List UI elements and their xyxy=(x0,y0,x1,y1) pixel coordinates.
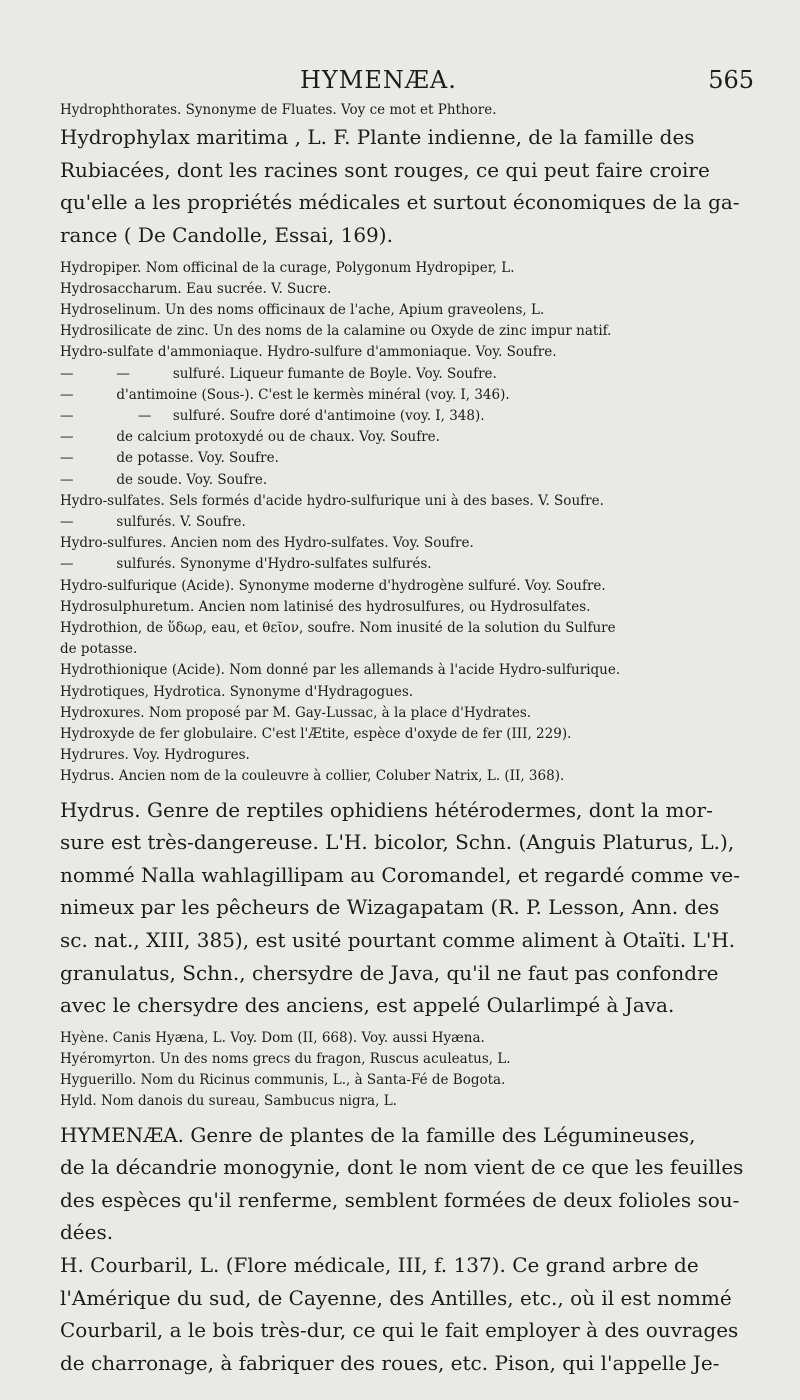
text-line: Hydrus. Ancien nom de la couleuvre à collier, Coluber Natrix, L. (II, 368). xyxy=(60,768,565,785)
text-line: — d'antimoine (Sous-). C'est le kermès minéral (voy. I, 346). xyxy=(60,386,510,403)
text-line: Hydro-sulfate d'ammoniaque. Hydro-sulfure d'ammoniaque. Voy. Soufre. xyxy=(60,344,557,361)
text-line: Hydrothion, de ὕδωρ, eau, et θεῖον, soufre. Nom inusité de la solution du Sulfure xyxy=(60,620,616,637)
entry-hydrophthorates xyxy=(60,100,752,121)
text-line: Hydro-sulfures. Ancien nom des Hydro-sulfates. Voy. Soufre. xyxy=(60,535,474,552)
entry-hymenaea xyxy=(60,1119,752,1249)
text-line: Hydrosaccharum. Eau sucrée. V. Sucre. xyxy=(60,280,332,297)
page-header xyxy=(0,62,800,98)
text-line: Hydrosilicate de zinc. Un des noms de la calamine ou Oxyde de zinc impur natif. xyxy=(60,323,612,340)
text-line: Hydropiper. Nom officinal de la curage, Polygonum Hydropiper, L. xyxy=(60,259,515,276)
entry-hydrus xyxy=(60,794,752,1022)
text-line: l'Amérique du sud, de Cayenne, des Antilles, etc., où il est nommé xyxy=(60,1285,732,1310)
text-line: — de potasse. Voy. Soufre. xyxy=(60,450,279,467)
text-line: de potasse. xyxy=(60,641,138,658)
page-number: 565 xyxy=(708,66,754,94)
text-line: Hydrothionique (Acide). Nom donné par les allemands à l'acide Hydro-sulfurique. xyxy=(60,662,621,679)
text-line: Hydrus. Genre de reptiles ophidiens hétérodermes, dont la mor- xyxy=(60,797,713,822)
text-line: HYMENÆA. Genre de plantes de la famille des Légumineuses, xyxy=(60,1122,696,1147)
text-line: granulatus, Schn., chersydre de Java, qu'il ne faut pas confondre xyxy=(60,960,719,985)
text-line: Hyéromyrton. Un des noms grecs du fragon, Ruscus aculeatus, L. xyxy=(60,1051,511,1068)
text-line: qu'elle a les propriétés médicales et surtout économiques de la ga- xyxy=(60,190,740,215)
text-line: sc. nat., XIII, 385), est usité pourtant comme aliment à Otaïti. L'H. xyxy=(60,928,736,953)
text-line: Hydrotiques, Hydrotica. Synonyme d'Hydragogues. xyxy=(60,683,414,700)
text-line: dées. xyxy=(60,1220,114,1245)
minor-entries-hydro xyxy=(60,258,752,788)
text-line: Hyld. Nom danois du sureau, Sambucus nigra, L. xyxy=(60,1093,397,1110)
text-line: Hydro-sulfates. Sels formés d'acide hydro-sulfurique uni à des bases. V. Soufre. xyxy=(60,492,604,509)
text-line: avec le chersydre des anciens, est appelé Oularlimpé à Java. xyxy=(60,993,675,1018)
text-line: Hyène. Canis Hyæna, L. Voy. Dom (II, 668). Voy. aussi Hyæna. xyxy=(60,1029,485,1046)
entry-courbaril xyxy=(60,1249,752,1379)
text-line: H. Courbaril, L. (Flore médicale, III, f. 137). Ce grand arbre de xyxy=(60,1253,699,1277)
text-line: Hydroselinum. Un des noms officinaux de l'ache, Apium graveolens, L. xyxy=(60,301,545,318)
text-line: des espèces qu'il renferme, semblent formées de deux folioles sou- xyxy=(60,1187,740,1212)
text-line: Rubiacées, dont les racines sont rouges, ce qui peut faire croire xyxy=(60,157,710,182)
text-line: Hydro-sulfurique (Acide). Synonyme moderne d'hydrogène sulfuré. Voy. Soufre. xyxy=(60,577,606,594)
text-line: — de soude. Voy. Soufre. xyxy=(60,471,268,488)
minor-entries-hy xyxy=(60,1028,752,1113)
text-line: Hydroxures. Nom proposé par M. Gay-Lussac, à la place d'Hydrates. xyxy=(60,704,532,721)
text-line: Hydroxyde de fer globulaire. C'est l'Ætite, espèce d'oxyde de fer (III, 229). xyxy=(60,726,572,743)
text-line: rance ( De Candolle, Essai, 169). xyxy=(60,222,393,247)
text-line: nommé Nalla wahlagillipam au Coromandel, et regardé comme ve- xyxy=(60,862,741,887)
running-title: HYMENÆA. xyxy=(300,66,457,94)
text-line: — sulfurés. V. Soufre. xyxy=(60,514,246,531)
text-line: Hydrures. Voy. Hydrogures. xyxy=(60,747,250,764)
entry-hydrophylax xyxy=(60,121,752,251)
text-line: — de calcium protoxydé ou de chaux. Voy. Soufre. xyxy=(60,429,440,446)
page-body xyxy=(60,100,752,1379)
text-line: Courbaril, a le bois très-dur, ce qui le fait employer à des ouvrages xyxy=(60,1318,739,1343)
text-line: — — sulfuré. Liqueur fumante de Boyle. Voy. Soufre. xyxy=(60,365,497,382)
text-line: — sulfurés. Synonyme d'Hydro-sulfates sulfurés. xyxy=(60,556,432,573)
text-line: sure est très-dangereuse. L'H. bicolor, Schn. (Anguis Platurus, L.), xyxy=(60,830,735,855)
text-line: — — sulfuré. Soufre doré d'antimoine (voy. I, 348). xyxy=(60,408,485,424)
text-line: de la décandrie monogynie, dont le nom vient de ce que les feuilles xyxy=(60,1155,744,1180)
text-line: Hyguerillo. Nom du Ricinus communis, L., à Santa-Fé de Bogota. xyxy=(60,1072,506,1089)
text-line: nimeux par les pêcheurs de Wizagapatam (R. P. Lesson, Ann. des xyxy=(60,895,720,920)
text-line: Hydrophthorates. Synonyme de Fluates. Voy ce mot et Phthore. xyxy=(60,102,497,118)
text-line: Hydrophylax maritima , L. F. Plante indienne, de la famille des xyxy=(60,125,695,150)
text-line: Hydrosulphuretum. Ancien nom latinisé des hydrosulfures, ou Hydrosulfates. xyxy=(60,598,591,615)
text-line: de charronage, à fabriquer des roues, etc. Pison, qui l'appelle Je- xyxy=(60,1350,720,1375)
